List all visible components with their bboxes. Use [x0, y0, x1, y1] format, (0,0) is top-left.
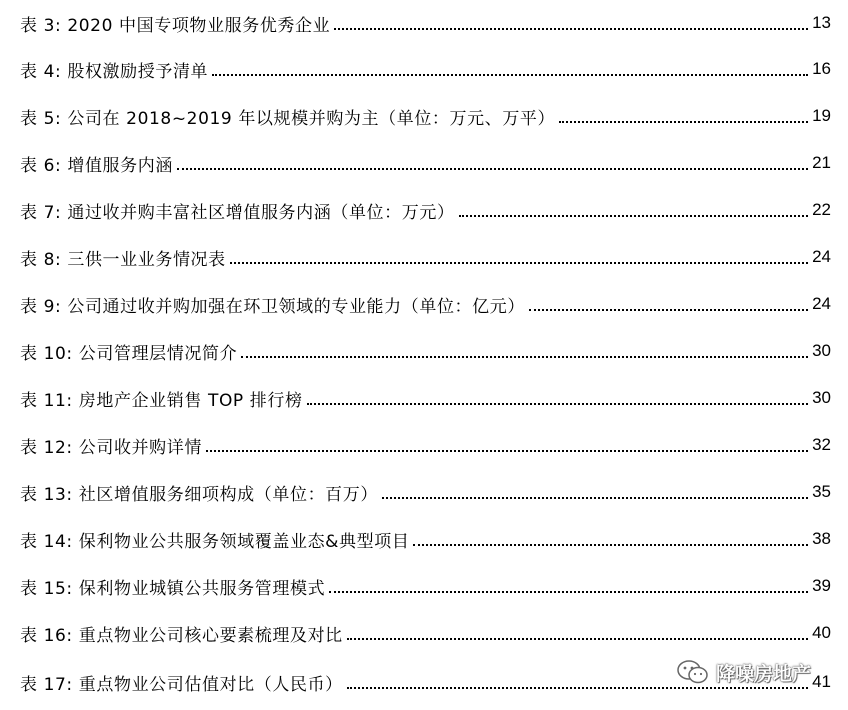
toc-entry-label: 表 5: 公司在 2018~2019 年以规模并购为主（单位：万元、万平） — [20, 108, 556, 129]
toc-entry-label: 表 16: 重点物业公司核心要素梳理及对比 — [20, 625, 343, 646]
toc-entry[interactable] — [20, 571, 831, 601]
toc-leader-dots — [334, 27, 808, 30]
toc-entry[interactable] — [20, 8, 831, 38]
toc-entry-page: 32 — [812, 435, 831, 454]
toc-entry-label: 表 8: 三供一业业务情况表 — [20, 249, 226, 270]
toc-entry[interactable] — [20, 289, 831, 319]
toc-entry-page: 19 — [812, 106, 831, 125]
toc-entry-label: 表 10: 公司管理层情况简介 — [20, 343, 238, 364]
toc-entry-label: 表 15: 保利物业城镇公共服务管理模式 — [20, 578, 326, 599]
toc-entry[interactable] — [20, 101, 831, 131]
toc-entry-page: 30 — [812, 388, 831, 407]
watermark-text: 降噪房地产 — [716, 662, 812, 685]
toc-leader-dots — [206, 449, 808, 452]
toc-entry[interactable] — [20, 383, 831, 413]
toc-entry-page: 40 — [812, 623, 831, 642]
toc-entry-label: 表 4: 股权激励授予清单 — [20, 61, 209, 82]
toc-entry-page: 22 — [812, 200, 831, 219]
toc-entry-page: 35 — [812, 482, 831, 501]
toc-entry[interactable] — [20, 148, 831, 178]
toc-entry-label: 表 3: 2020 中国专项物业服务优秀企业 — [20, 15, 331, 36]
toc-entry[interactable] — [20, 336, 831, 366]
toc-entry[interactable] — [20, 195, 831, 225]
wechat-icon — [676, 658, 710, 686]
toc-entry-page: 38 — [812, 529, 831, 548]
toc-leader-dots — [459, 214, 809, 217]
toc-leader-dots — [529, 308, 808, 311]
toc-entry[interactable] — [20, 242, 831, 272]
toc-leader-dots — [230, 261, 808, 264]
toc-leader-dots — [559, 120, 808, 123]
toc-entry[interactable] — [20, 524, 831, 554]
toc-leader-dots — [347, 637, 808, 640]
toc-entry-page: 24 — [812, 294, 831, 313]
toc-entry-label: 表 12: 公司收并购详情 — [20, 437, 202, 458]
toc-entry-page: 24 — [812, 247, 831, 266]
watermark — [676, 652, 811, 692]
toc-leader-dots — [177, 167, 808, 170]
toc-entry[interactable] — [20, 54, 831, 84]
toc-entry-label: 表 9: 公司通过收并购加强在环卫领域的专业能力（单位：亿元） — [20, 296, 525, 317]
toc-entry-label: 表 7: 通过收并购丰富社区增值服务内涵（单位：万元） — [20, 202, 455, 223]
toc-entry-page: 21 — [812, 153, 831, 172]
toc-leader-dots — [382, 496, 808, 499]
toc-entry[interactable] — [20, 477, 831, 507]
toc-leader-dots — [241, 355, 808, 358]
toc-entry-page: 39 — [812, 576, 831, 595]
toc-entry-page: 13 — [812, 13, 831, 32]
toc-leader-dots — [307, 402, 808, 405]
toc-entry-page: 41 — [812, 672, 831, 691]
toc-entry[interactable] — [20, 618, 831, 648]
toc-entry-page: 16 — [812, 59, 831, 78]
toc-entry[interactable] — [20, 430, 831, 460]
toc-entry-label: 表 11: 房地产企业销售 TOP 排行榜 — [20, 390, 303, 411]
toc-leader-dots — [212, 73, 808, 76]
toc-entry-page: 30 — [812, 341, 831, 360]
toc-entry-label: 表 6: 增值服务内涵 — [20, 155, 173, 176]
toc-leader-dots — [413, 543, 808, 546]
toc-entry-label: 表 13: 社区增值服务细项构成（单位：百万） — [20, 484, 378, 505]
toc-entry-label: 表 17: 重点物业公司估值对比（人民币） — [20, 674, 343, 695]
toc-entry-label: 表 14: 保利物业公共服务领域覆盖业态&典型项目 — [20, 531, 410, 552]
toc-leader-dots — [329, 590, 808, 593]
